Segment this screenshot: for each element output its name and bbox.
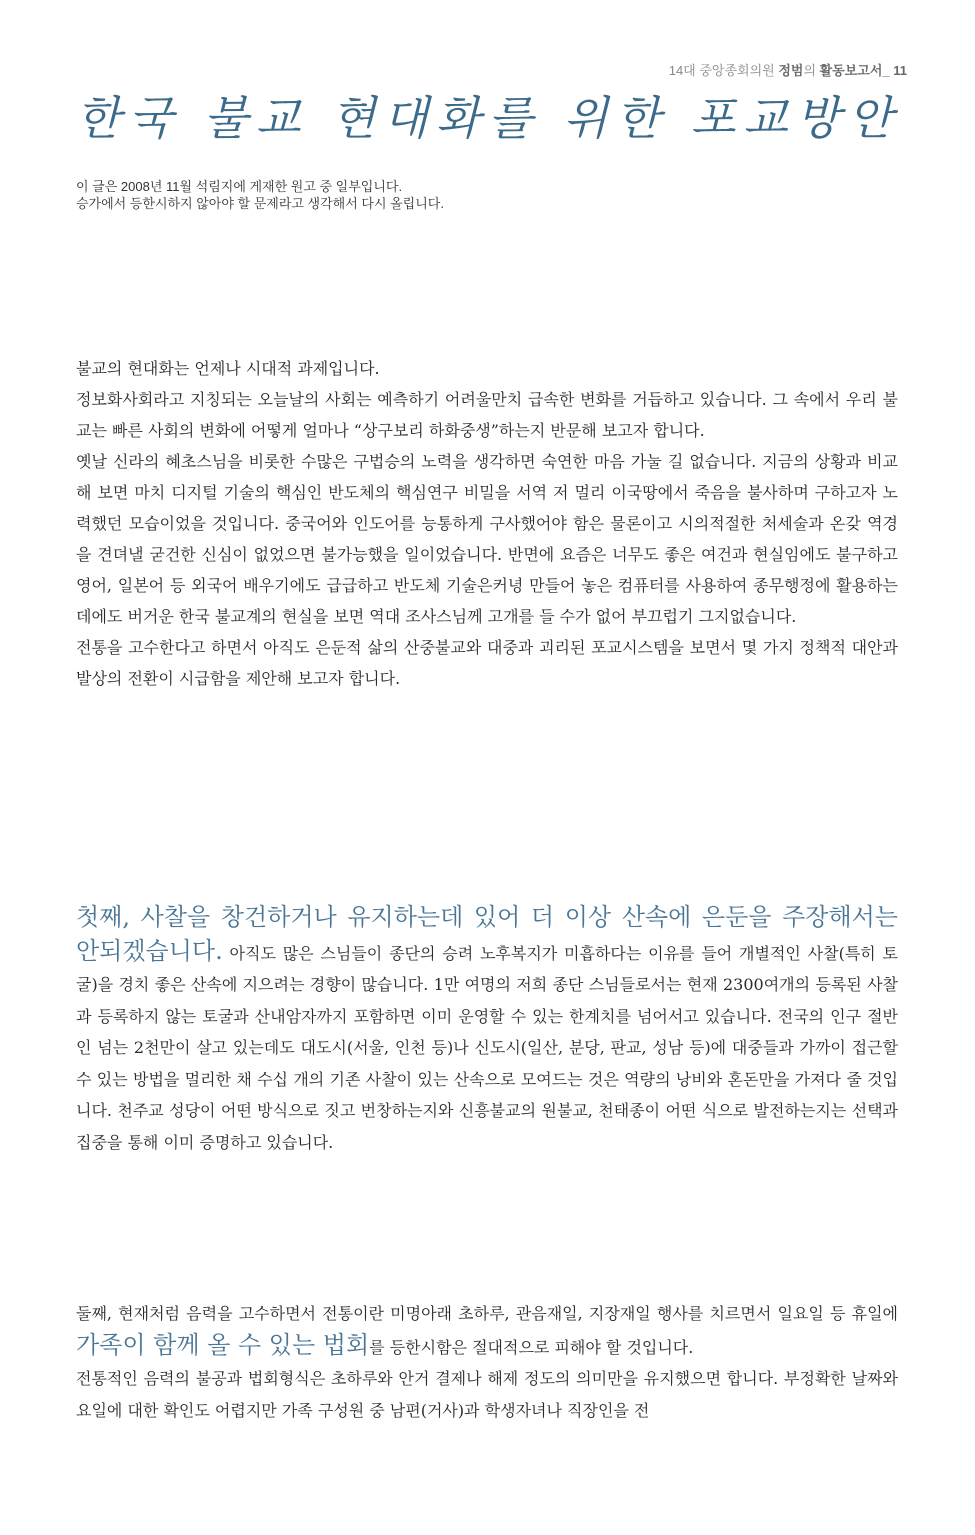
page-header [669, 60, 907, 79]
intro-block [76, 178, 896, 212]
section-second-paragraph-1 [76, 1298, 898, 1363]
body-paragraph-2: 정보화사회라고 지칭되는 오늘날의 사회는 예측하기 어려울만치 급속한 변화를 거듭하고 있습니다. 그 속에서 우리 불교는 빠른 사회의 변화에 어떻게 얼마나 “상구보리 하화중생”하는지 반문해 보고자 합니다. [76, 390, 898, 440]
section-second [76, 1298, 898, 1426]
header-prefix: 14대 중앙종회의원 [668, 63, 779, 78]
intro-line-2: 승가에서 등한시하지 않아야 할 문제라고 생각해서 다시 올립니다. [76, 196, 444, 211]
header-name: 정범 [778, 63, 804, 78]
body-paragraph-1: 불교의 현대화는 언제나 시대적 과제입니다. [76, 359, 380, 378]
header-report: 활동보고서 [819, 63, 883, 78]
section-second-highlight: 가족이 함께 올 수 있는 법회 [76, 1330, 370, 1359]
body-text [76, 353, 898, 694]
intro-line-1: 이 글은 2008년 11월 석림지에 게재한 원고 중 일부입니다. [76, 179, 403, 194]
section-second-after: 를 등한시함은 절대적으로 피해야 할 것입니다. [369, 1337, 694, 1357]
header-mid: 의 [803, 63, 820, 78]
body-paragraph-3: 옛날 신라의 혜초스님을 비롯한 수많은 구법승의 노력을 생각하면 숙연한 마음 가눌 길 없습니다. 지금의 상황과 비교해 보면 마치 디지털 기술의 핵심인 반도체의 핵심연구 비밀을 서역 저 멀리 이국땅에서 죽음을 불사하며 구하고자 노력했던 모습이었을 것입니다. 중국어와 인도어를 능통하게 구사했어야 함은 물론이고 시의적절한 처세술과 온갖 역경을 견뎌낼 굳건한 신심이 없었으면 불가능했을 일이었습니다. 반면에 요즘은 너무도 좋은 여건과 현실임에도 불구하고 영어, 일본어 등 외국어 배우기에도 급급하고 반도체 기술은커녕 만들어 놓은 컴퓨터를 사용하여 종무행정에 활용하는 데에도 버거운 한국 불교계의 현실을 보면 역대 조사스님께 고개를 들 수가 없어 부끄럽기 그지없습니다. [76, 452, 898, 626]
section-first-heading: 첫째, 사찰을 창건하거나 유지하는데 있어 더 이상 산속에 은둔을 주장해서는 안되겠습니다. [76, 903, 898, 965]
section-second-paragraph-2: 전통적인 음력의 불공과 법회형식은 초하루와 안거 결제나 해제 정도의 의미만을 유지했으면 합니다. 부정확한 날짜와 요일에 대한 확인도 어렵지만 가족 구성원 중 남편(거사)과 학생자녀나 직장인을 전 [76, 1369, 898, 1420]
section-second-before: 둘째, 현재처럼 음력을 고수하면서 전통이란 미명아래 초하루, 관음재일, 지장재일 행사를 치르면서 일요일 등 휴일에 [76, 1304, 898, 1323]
page-title: 한국 불교 현대화를 위한 포교방안 [76, 91, 901, 145]
header-suffix: _ 11 [882, 63, 907, 78]
section-first-text: 아직도 많은 스님들이 종단의 승려 노후복지가 미흡하다는 이유를 들어 개별적인 사찰(특히 토굴)을 경치 좋은 산속에 지으려는 경향이 많습니다. 1만 여명의 저희 종단 스님들로서는 현재 2300여개의 등록된 사찰과 등록하지 않는 토굴과 산내암자까지 포함하면 이미 운영할 수 있는 한계치를 넘어서고 있습니다. 전국의 인구 절반인 넘는 2천만이 살고 있는데도 대도시(서울, 인천 등)나 신도시(일산, 분당, 판교, 성남 등)에 대중들과 가까이 접근할 수 있는 방법을 멀리한 채 수십 개의 기존 사찰이 있는 산속으로 모여드는 것은 역량의 낭비와 혼돈만을 가져다 줄 것입니다. 천주교 성당이 어떤 방식으로 짓고 번창하는지와 신흥불교의 원불교, 천태종이 어떤 식으로 발전하는지는 선택과 집중을 통해 이미 증명하고 있습니다. [76, 943, 898, 1152]
section-first-paragraph [76, 902, 898, 1158]
section-first [76, 902, 898, 1158]
body-paragraph-4: 전통을 고수한다고 하면서 아직도 은둔적 삶의 산중불교와 대중과 괴리된 포교시스템을 보면서 몇 가지 정책적 대안과 발상의 전환이 시급함을 제안해 보고자 합니다. [76, 638, 898, 688]
